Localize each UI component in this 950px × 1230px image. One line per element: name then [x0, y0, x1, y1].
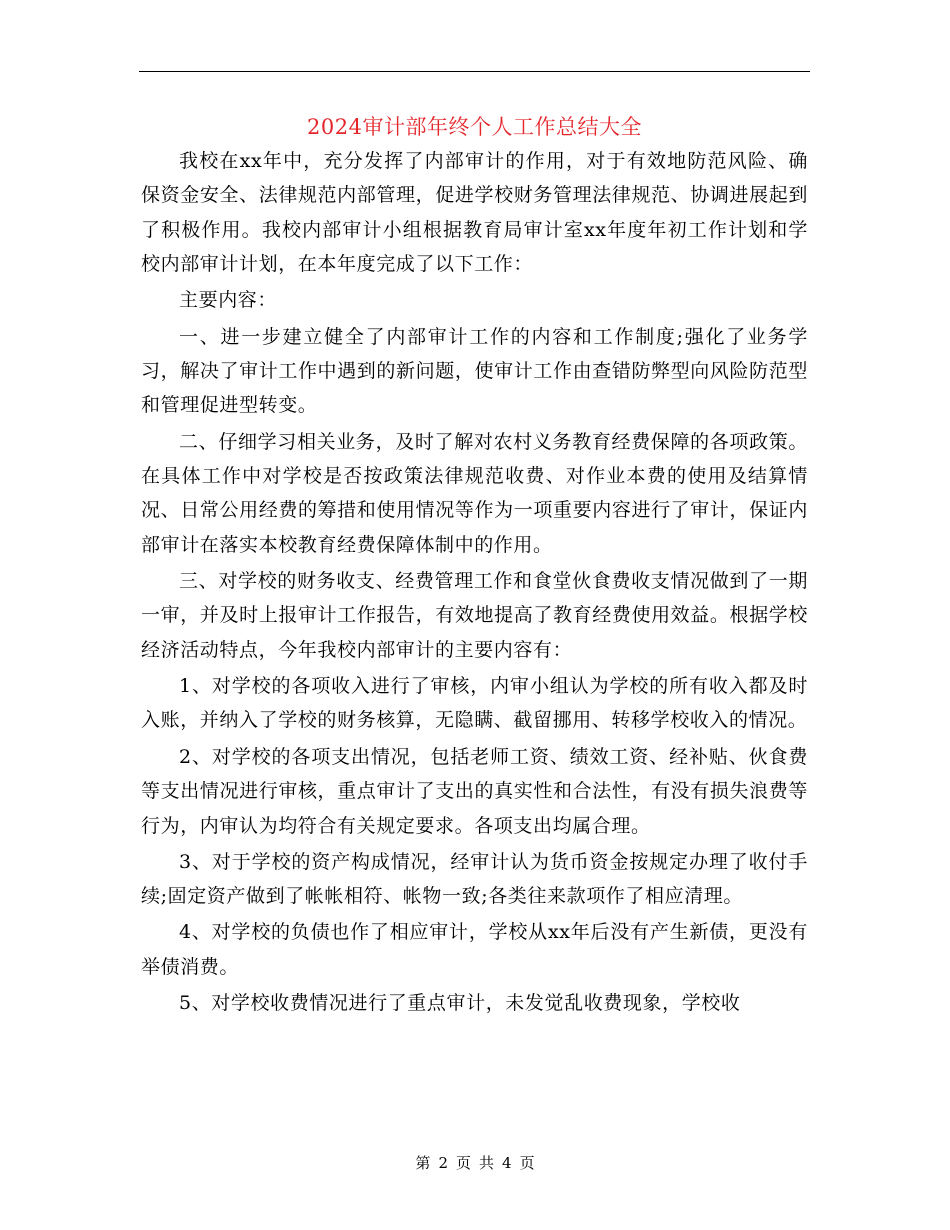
paragraph-main-content-heading: 主要内容： — [179, 289, 278, 312]
header-rule — [139, 71, 810, 72]
paragraph-subitem-1: 1、对学校的各项收入进行了审核，内审小组认为学校的所有收入都及时入账，并纳入了学校的财务核算，无隐瞒、截留挪用、转移学校收入的情况。 — [141, 675, 808, 732]
footer-total-label: 共 — [479, 1154, 495, 1172]
paragraph-item-2: 二、仔细学习相关业务，及时了解对农村义务教育经费保障的各项政策。在具体工作中对学校是否按政策法律规范收费、对作业本费的使用及结算情况、日常公用经费的筹措和使用情况等作为一项重要内容进行了审计，保证内部审计在落实本校教育经费保障体制中的作用。 — [141, 430, 808, 556]
document-title: 2024审计部年终个人工作总结大全 — [307, 115, 642, 139]
paragraph-intro: 我校在xx年中，充分发挥了内部审计的作用，对于有效地防范风险、确保资金安全、法律规范内部管理，促进学校财务管理法律规范、协调进展起到了积极作用。我校内部审计小组根据教育局审计室xx年度年初工作计划和学校内部审计计划，在本年度完成了以下工作： — [141, 150, 808, 276]
footer-page-label: 页 — [455, 1154, 471, 1172]
paragraph-item-1: 一、进一步建立健全了内部审计工作的内容和工作制度;强化了业务学习，解决了审计工作中遇到的新问题，使审计工作由查错防弊型向风险防范型和管理促进型转变。 — [141, 325, 808, 417]
paragraph-subitem-3: 3、对于学校的资产构成情况，经审计认为货币资金按规定办理了收付手续;固定资产做到了帐帐相符、帐物一致;各类往来款项作了相应清理。 — [141, 850, 808, 908]
paragraph-subitem-4: 4、对学校的负债也作了相应审计，学校从xx年后没有产生新债，更没有举债消费。 — [141, 921, 808, 978]
footer-suffix: 页 — [519, 1154, 535, 1172]
paragraph-item-3: 三、对学校的财务收支、经费管理工作和食堂伙食费收支情况做到了一期一审，并及时上报审计工作报告，有效地提高了教育经费使用效益。根据学校经济活动特点，今年我校内部审计的主要内容有： — [141, 570, 808, 661]
document-body — [141, 144, 808, 1020]
paragraph-subitem-5: 5、对学校收费情况进行了重点审计，未发觉乱收费现象，学校收 — [179, 991, 741, 1014]
footer-prefix: 第 — [415, 1154, 431, 1172]
paragraph-subitem-2: 2、对学校的各项支出情况，包括老师工资、绩效工资、经补贴、伙食费等支出情况进行审核，重点审计了支出的真实性和合法性，有没有损失浪费等行为，内审认为均符合有关规定要求。各项支出均属合理。 — [141, 745, 808, 837]
footer-current-page: 2 — [438, 1154, 448, 1172]
page-footer — [0, 1153, 950, 1173]
footer-total-pages: 4 — [502, 1154, 512, 1172]
